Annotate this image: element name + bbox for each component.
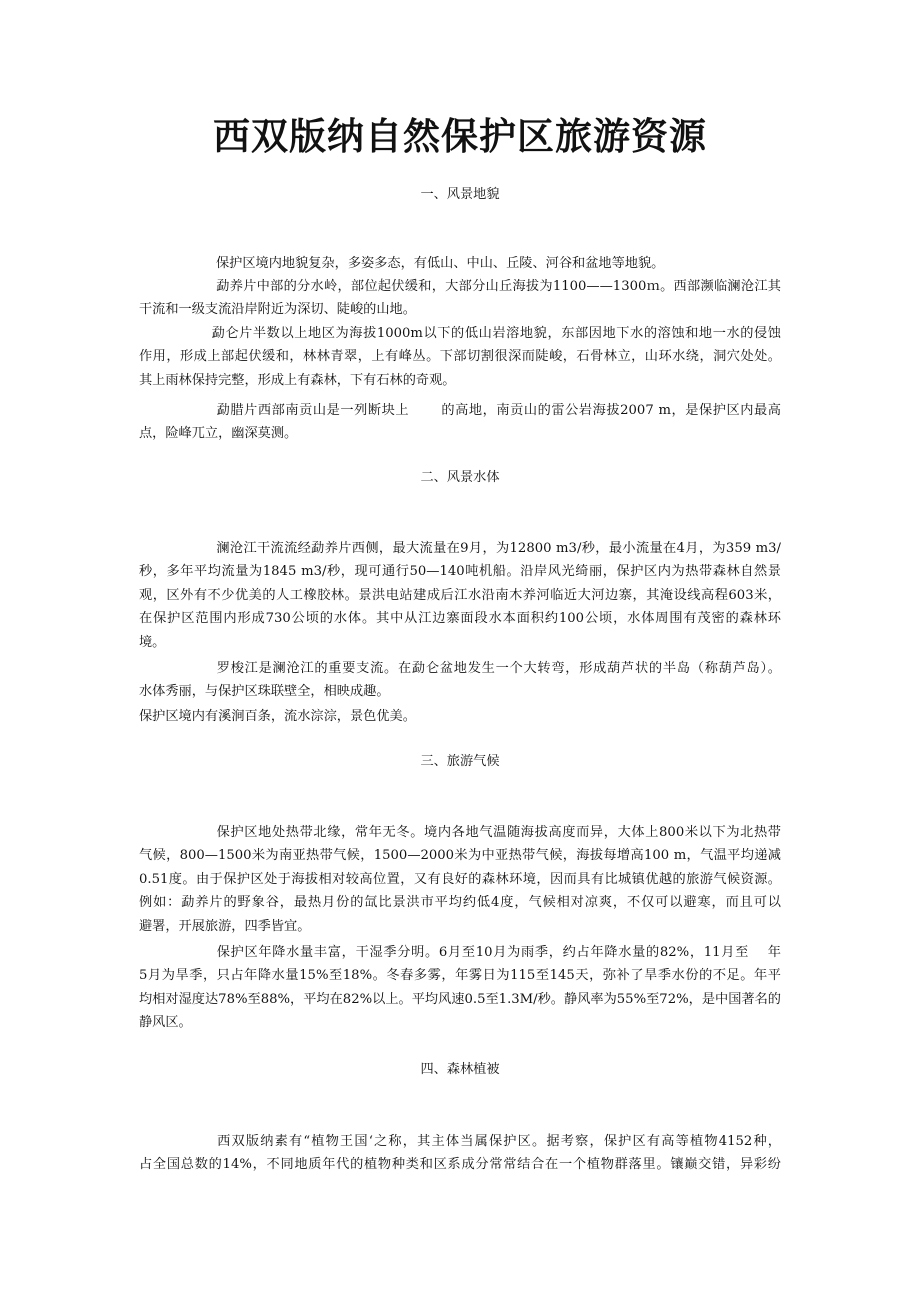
paragraph <box>139 821 781 938</box>
section-heading-vegetation: 四、森林植被 <box>420 1062 500 1077</box>
text-line: 秒，多年平均流量为1845 m3/秒，现可通行50—140吨机船。沿岸风光绮丽，保护区内为热带森林自然景 <box>139 564 781 580</box>
paragraph <box>139 537 781 654</box>
paragraph <box>139 941 781 1035</box>
paragraph <box>139 322 781 392</box>
section-heading-water: 二、风景水体 <box>420 470 500 485</box>
paragraph <box>139 252 781 275</box>
text-line: 例如：勐养片的野象谷，最热月份的氙比景洪市平均约低4度，气候相对凉爽，不仅可以避寒，而且可以 <box>139 895 781 911</box>
text-line: 气候，800—1500米为南亚热带气候，1500—2000米为中亚热带气候，海拔每增高100 m，气温平均递减 <box>139 848 781 864</box>
text-line: 避署，开展旅游，四季皆宜。 <box>139 918 311 934</box>
paragraph <box>139 275 781 322</box>
paragraph <box>139 399 781 446</box>
text-line: 0.51度。由于保护区处于海拔相对较高位置，又有良好的森林环境，因而具有比城镇优越的旅游气候资源。 <box>139 871 781 887</box>
text-line: 均相对湿度达78%至88%，平均在82%以上。平均风速0.5至1.3M/秒。静风率为55%至72%，是中国著名的 <box>139 991 781 1007</box>
text-line: 保护区年降水量丰富，干湿季分明。6月至10月为雨季，约占年降水量的82%，11月至 年 <box>216 945 781 960</box>
text-line: 勐养片中部的分水岭，部位起伏缓和，大部分山丘海拔为1100——1300ｍ。西部濒临澜沧江其 <box>216 279 781 294</box>
text-line: 干流和一级支流沿岸附近为深切、陡峻的山地。 <box>139 302 416 318</box>
text-line: 境。 <box>139 634 166 650</box>
text-line: 占全国总数的14%，不同地质年代的植物种类和区系成分常常结合在一个植物群落里。镶巅交错，异彩纷 <box>139 1157 781 1173</box>
text-line: 保护区境内有溪涧百条，流水淙淙，景色优美。 <box>139 709 416 724</box>
paragraph <box>139 657 781 704</box>
text-line: 在保护区范围内形成730公顷的水体。其中从江边寨面段水本面积约100公顷，水体周围有茂密的森林环 <box>139 611 781 627</box>
text-line: 水体秀丽，与保护区珠联壁全，相映成趣。 <box>139 684 390 700</box>
text-line: 5月为旱季，只占年降水量15%至18%。冬春多雾，年雾日为115至145天，弥补了旱季水份的不足。年平 <box>139 968 781 984</box>
text-line: 西双版纳素有“植物王国‘之称，其主体当属保护区。据考察，保护区有高等植物4152种， <box>216 1134 781 1149</box>
text-line: 勐仑片半数以上地区为海拔1000m以下的低山岩溶地貌，东部因地下水的溶蚀和地一水的侵蚀 <box>211 326 781 341</box>
text-line: 其上雨林保持完整，形成上有森林，下有石林的奇观。 <box>139 372 456 388</box>
paragraph <box>139 705 781 728</box>
text-line: 静风区。 <box>139 1015 192 1031</box>
text-line: 保护区地处热带北缘，常年无冬。境内各地气温随海拔高度而异，大体上800米以下为北热带 <box>216 825 781 840</box>
text-line: 作用，形成上部起伏缓和，林林青翠，上有峰丛。下部切割很深而陡峻，石骨林立，山环水绕，洞穴处处。 <box>139 349 781 365</box>
text-line: 澜沧江干流流经勐养片西侧，最大流量在9月，为12800 m3/秒，最小流量在4月，为359 m3/ <box>216 541 781 556</box>
section-heading-climate: 三、旅游气候 <box>420 754 500 769</box>
text-line: 保护区境内地貌复杂，多姿多态，有低山、中山、丘陵、河谷和盆地等地貌。 <box>216 256 665 271</box>
section-heading-landform: 一、风景地貌 <box>420 187 500 202</box>
text-line: 点，险峰兀立，幽深莫测。 <box>139 426 298 442</box>
paragraph <box>139 1130 781 1177</box>
document-title: 西双版纳自然保护区旅游资源 <box>213 114 707 158</box>
text-line: 罗梭江是澜沧江的重要支流。在勐仑盆地发生一个大转弯，形成葫芦状的半岛（称葫芦岛）。 <box>216 661 781 676</box>
text-line: 观，区外有不少优美的人工橡胶林。景洪电站建成后江水沿南木养河临近大河边寨，其淹设线高程603米， <box>139 587 781 603</box>
text-line: 勐腊片西部南贡山是一列断块上 的高地，南贡山的雷公岩海拔2007 m，是保护区内最高 <box>216 403 781 418</box>
